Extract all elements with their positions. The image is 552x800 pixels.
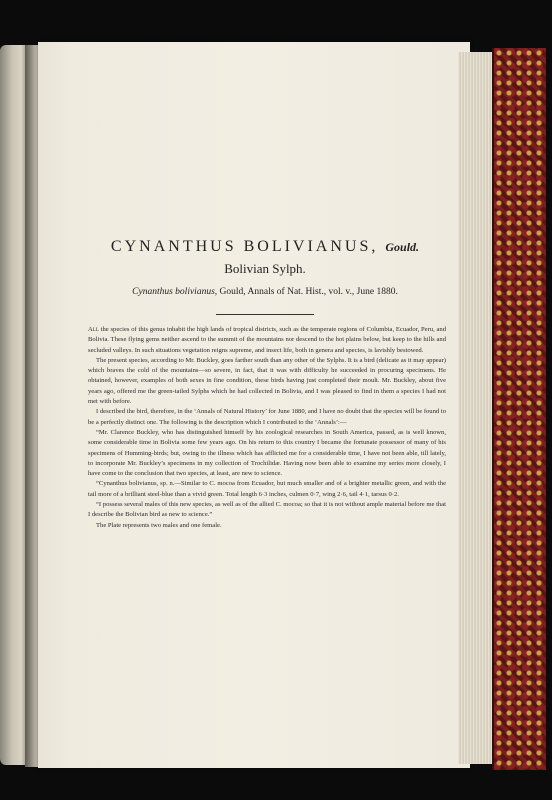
species-title: CYNANTHUS BOLIVIANUS, — [110, 238, 379, 255]
citation — [60, 287, 470, 297]
paragraph: “Mr. Clarence Buckley, who has distinguished himself by his zoological researches in South America, passed, as is well known, some considerable time in Bolivia some few years ago. On his return to this country I became the fortunate possessor of many of his specimens of Humming-birds; but, owing to the illness which has afflicted me for a considerable time, I have not been able, till lately, to incorporate Mr. Buckley’s specimens in my collection of Trochilidæ. Having now been able to examine my series more closely, I have come to the conclusion that two species, at least, are new to science. — [88, 428, 446, 478]
article-title — [60, 238, 470, 256]
paragraph: “I possess several males of this new species, as well as of the allied C. mocoa; so that it is not without ample material before me that I describe the Bolivian bird as new to science.” — [88, 501, 446, 519]
citation-species: Cynanthus bolivianus, — [132, 287, 218, 297]
marbled-binding — [492, 48, 546, 770]
paragraph: I described the bird, therefore, in the ‘Annals of Natural History’ for June 1880, and I have no doubt that the species will be found to be a perfectly distinct one. The following is the description which I contributed to the ‘Annals’:— — [88, 408, 446, 426]
article-body — [88, 325, 446, 531]
title-author: Gould. — [385, 240, 420, 254]
citation-text: Gould, Annals of Nat. Hist., vol. v., June 1880. — [219, 287, 398, 297]
paragraph: The present species, according to Mr. Buckley, goes farther south than any other of the Sylphs. It is a bird (delicate as it may appear) which braves the cold of the mountains—so severe, in fact, that it was with difficulty he succeeded in procuring specimens. He obtained, however, examples of both sexes in fine condition, these birds having just completed their moult. Mr. Buckley, about five years ago, offered me the green-tailed Sylphs which he had collected in Bolivia, and I was pleased to find in them a species I had not met with before. — [88, 356, 446, 406]
paragraph: “Cynanthus bolivianus, sp. n.—Similar to C. mocoa from Ecuador, but much smaller and of a brighter metallic green, and with the tail more of a brilliant steel-blue than a vivid green. Total length 6·3 inches, culmen 0·7, wing 2·6, tail 4·1, tarsus 0·2. — [88, 480, 446, 498]
divider-rule — [216, 314, 314, 315]
paragraph-text: the species of this genus inhabit the high lands of tropical districts, such as the temperate regions of Columbia, Ecuador, Peru, and Bolivia. These flying gems neither ascend to the summit of the mountains nor descend to the hot plains below, but keep to the hills and secluded valleys. In such situations vegetation reigns supreme, and insect life, both in genera and species, is lavishly bestowed. — [88, 326, 447, 354]
paragraph — [88, 325, 446, 356]
paragraph-lead: All — [88, 326, 99, 333]
common-name: Bolivian Sylph. — [224, 261, 306, 276]
paragraph: The Plate represents two males and one female. — [96, 521, 222, 529]
